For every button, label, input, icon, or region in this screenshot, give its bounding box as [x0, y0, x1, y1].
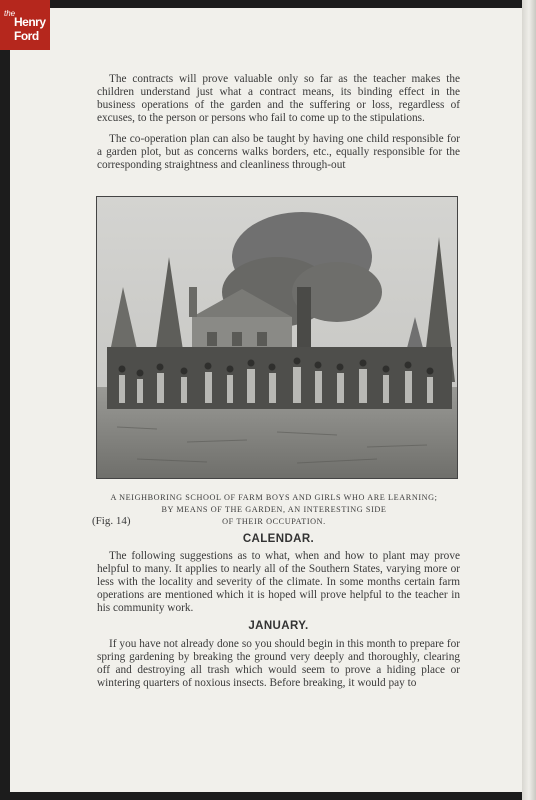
caption-line-2: BY MEANS OF THE GARDEN, AN INTERESTING SIDE [161, 505, 387, 514]
paragraph-calendar [97, 550, 460, 615]
caption-line-1: A NEIGHBORING SCHOOL OF FARM BOYS AND GIRLS WHO ARE LEARNING; [110, 493, 438, 502]
henry-ford-logo [0, 0, 50, 50]
logo-the: the [4, 9, 16, 18]
paragraph-contracts [97, 73, 460, 125]
paragraph-contracts-text: The contracts will prove valuable only so far as the teacher makes the children understand just what a contract means, its binding effect in the business operations of the garden and the suffering or loss, regardless of excuses, to the person or persons who fail to come up to the stipulations. [97, 73, 460, 124]
figure-label: (Fig. 14) [92, 515, 131, 527]
paragraph-cooperation-text: The co-operation plan can also be taught by having one child responsible for a garden plot, but as concerns walks borders, etc., equally responsible for the corresponding straightness and cleanliness through-out [97, 133, 460, 171]
logo-henry: Henry [14, 15, 46, 29]
paragraph-calendar-text: The following suggestions as to what, when and how to plant may prove helpful to many. It applies to nearly all of the Southern States, varying more or less with the locality and severity of the climate. In some months certain farm operations are mentioned which it is hoped will prove helpful to the teacher in his community work. [97, 550, 460, 614]
caption-line-3: OF THEIR OCCUPATION. [222, 517, 326, 526]
page-edge [522, 0, 536, 800]
heading-january: JANUARY. [248, 620, 309, 632]
logo-ford: Ford [14, 29, 39, 43]
paragraph-january [97, 638, 460, 690]
school-photograph [96, 196, 458, 479]
paragraph-cooperation [97, 133, 460, 172]
paragraph-january-text: If you have not already done so you should begin in this month to prepare for spring gardening by breaking the ground very deeply and thoroughly, clearing off and destroying all trash which would seem to prove a hiding place or wintering quarters of noxious insects. Before breaking, it would pay to [97, 638, 460, 689]
heading-calendar: CALENDAR. [242, 533, 315, 545]
